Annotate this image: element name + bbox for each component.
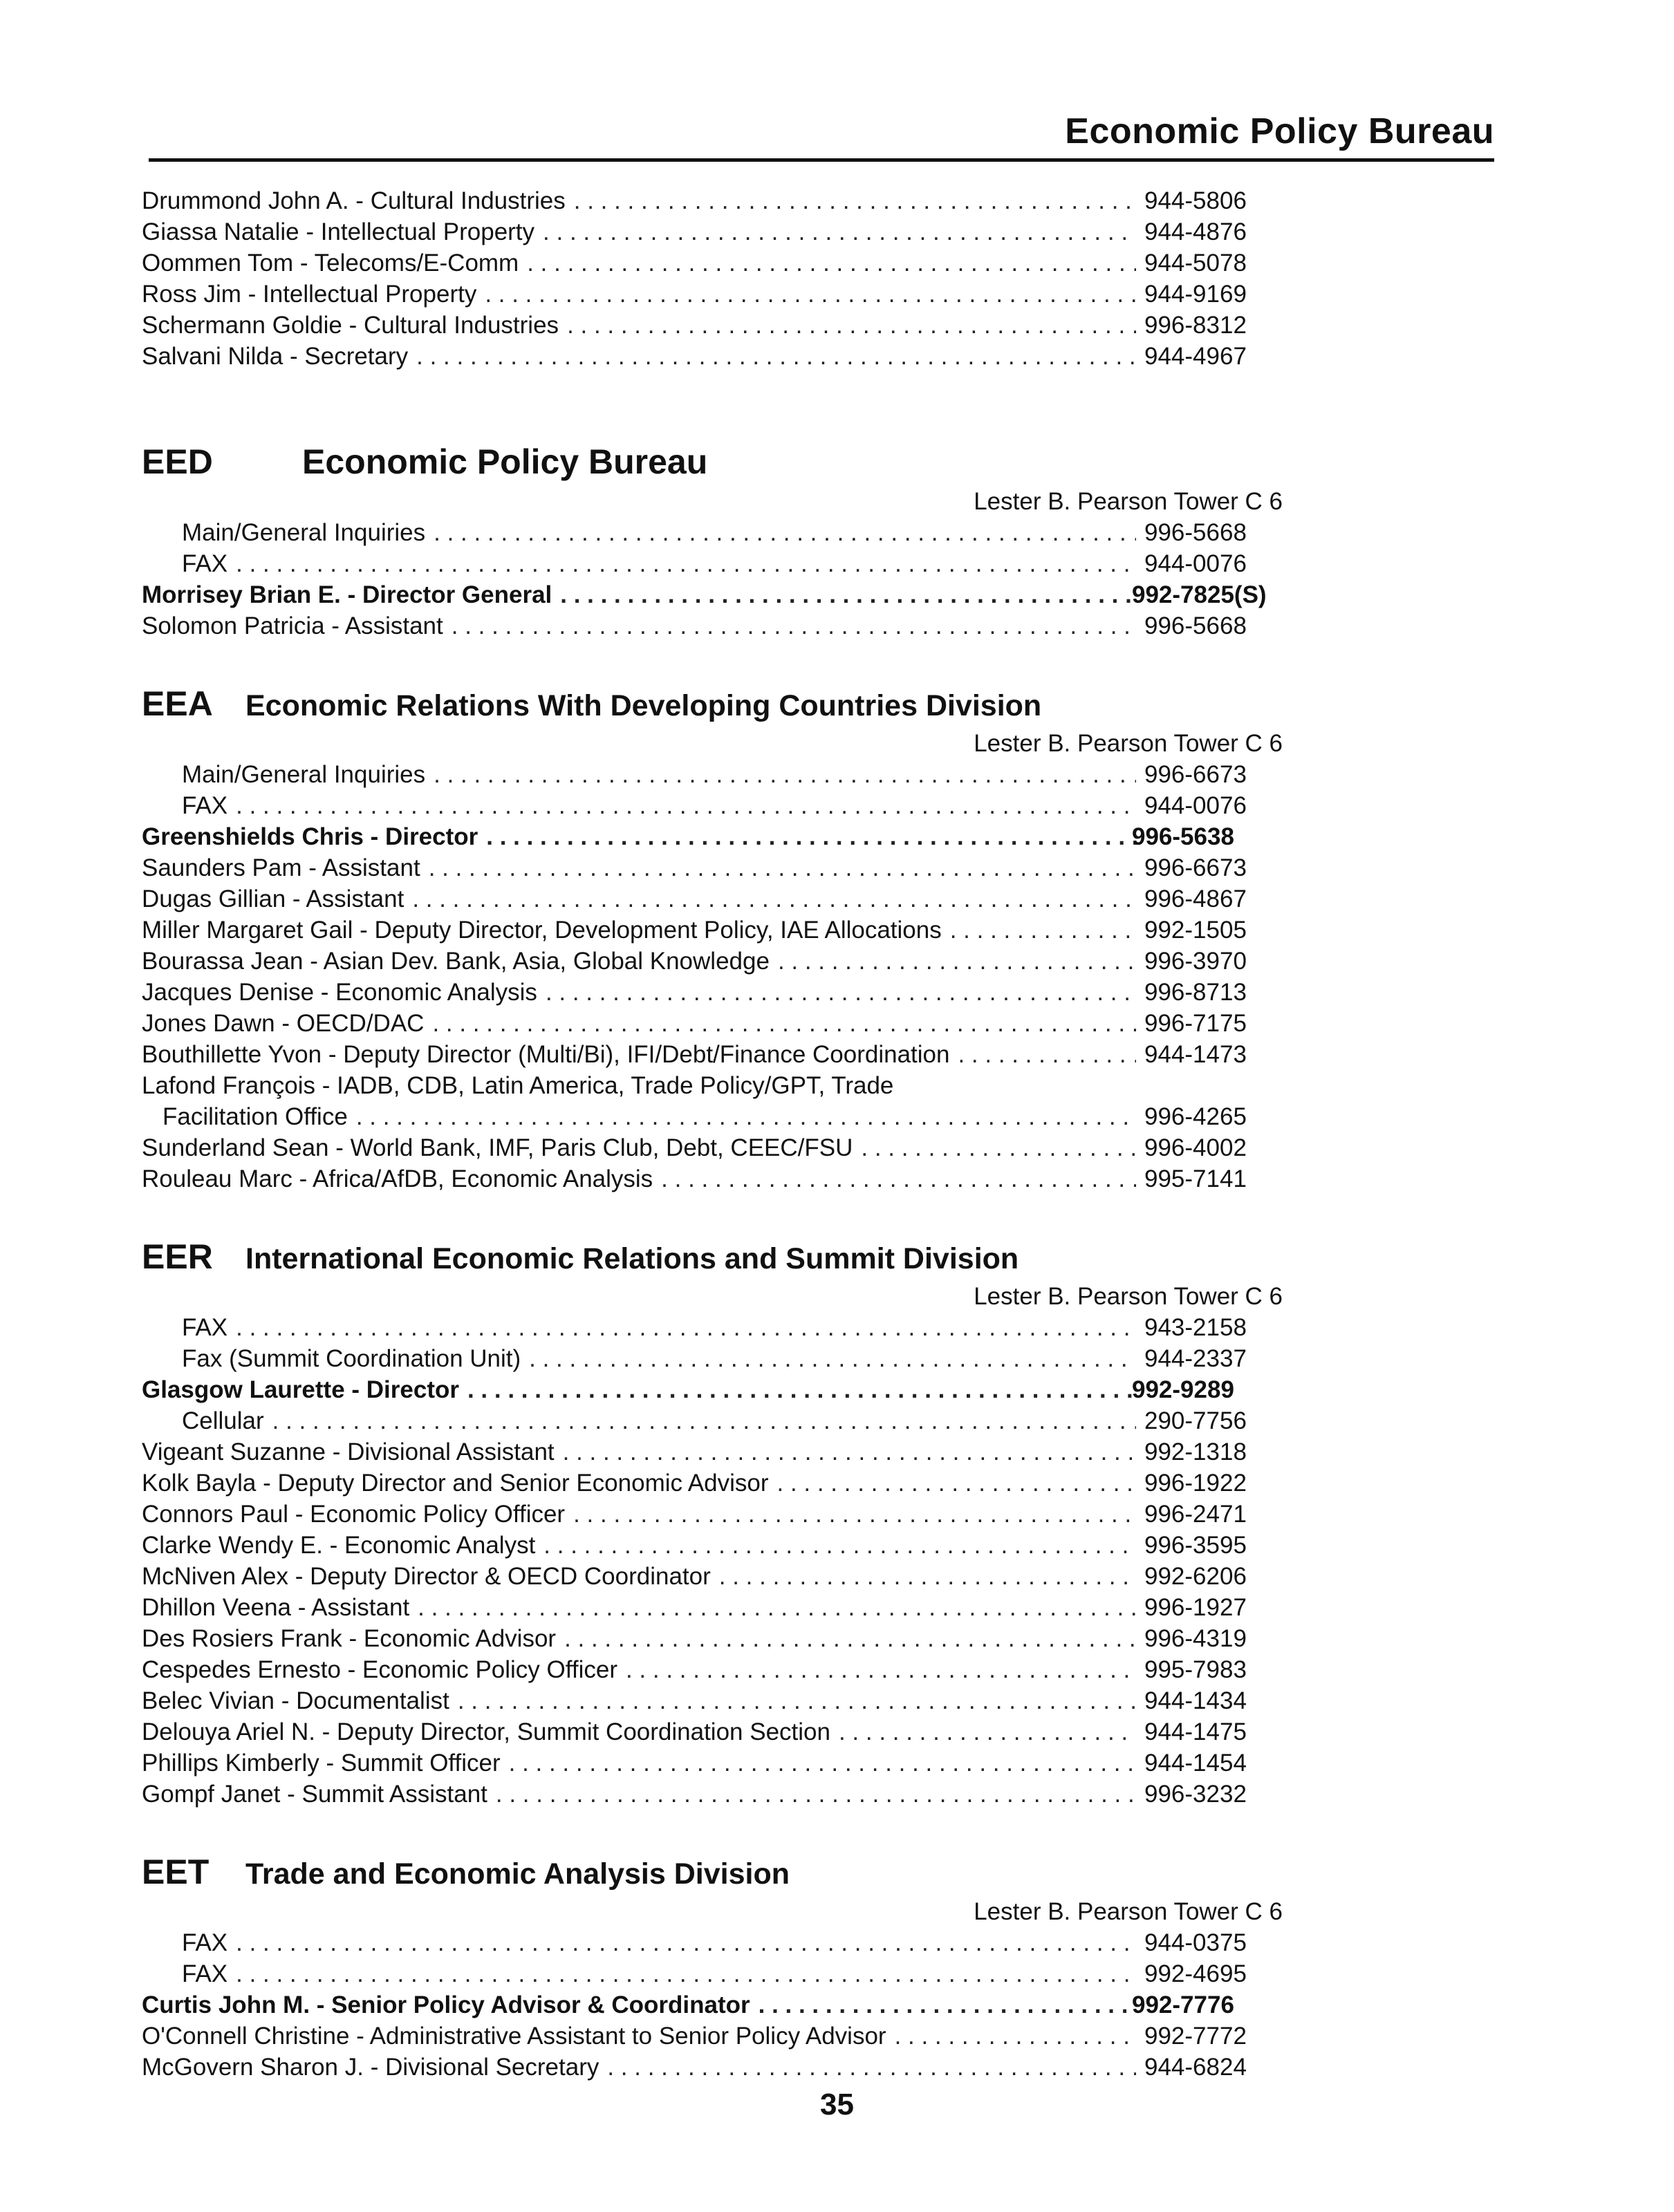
dot-leader: [236, 548, 1136, 579]
entry-label: Kolk Bayla - Deputy Director and Senior Economic Advisor: [142, 1470, 769, 1497]
dot-leader: [236, 1927, 1136, 1958]
dot-leader: [236, 790, 1136, 821]
dot-leader: [839, 1716, 1136, 1747]
dot-leader: [563, 1436, 1136, 1468]
section-heading: [142, 1848, 1283, 1896]
entry-label: Schermann Goldie - Cultural Industries: [142, 312, 559, 339]
dot-leader: [958, 1039, 1136, 1070]
entry-label: Rouleau Marc - Africa/AfDB, Economic Analysis: [142, 1165, 653, 1192]
directory-entry: [142, 579, 1283, 610]
entry-label: Salvani Nilda - Secretary: [142, 343, 409, 370]
directory-entry: [142, 310, 1283, 341]
entry-phone: 996-2471: [1144, 1501, 1247, 1528]
entry-label: FAX: [182, 1314, 228, 1341]
dot-leader: [543, 216, 1136, 247]
entry-label: FAX: [182, 1960, 228, 1987]
entry-label: Fax (Summit Coordination Unit): [182, 1345, 521, 1372]
entry-label: McGovern Sharon J. - Divisional Secretary: [142, 2054, 599, 2081]
dot-leader: [412, 883, 1136, 915]
entry-label: FAX: [182, 550, 228, 577]
entry-phone: 944-0076: [1144, 550, 1247, 577]
dot-leader: [759, 1989, 1136, 2021]
directory-entry: [142, 1468, 1283, 1499]
entry-phone: 996-4319: [1144, 1625, 1247, 1652]
dot-leader: [432, 1008, 1136, 1039]
directory-entry: [142, 790, 1283, 821]
entry-phone: 996-1927: [1144, 1594, 1247, 1621]
directory-entry: [142, 1927, 1283, 1958]
directory-entry: [142, 517, 1283, 548]
dot-leader: [434, 759, 1136, 790]
directory-entry: [142, 1958, 1283, 1989]
entry-label: Cellular: [182, 1407, 264, 1434]
directory-entry: [142, 759, 1283, 790]
directory-entry: [142, 946, 1283, 977]
entry-phone: 992-1505: [1144, 917, 1247, 944]
directory-entry: [142, 1989, 1283, 2021]
entry-label: FAX: [182, 792, 228, 819]
page-number: 35: [820, 2088, 854, 2121]
entry-phone: 992-7776: [1132, 1991, 1234, 2018]
section-code: EER: [142, 1237, 213, 1276]
dot-leader: [560, 579, 1136, 610]
entry-phone: 944-5078: [1144, 250, 1247, 276]
entry-phone: 996-3595: [1144, 1532, 1247, 1559]
directory-entry: [142, 1312, 1283, 1343]
entry-label: Dugas Gillian - Assistant: [142, 885, 404, 912]
dot-leader: [452, 610, 1136, 641]
section-heading: [142, 1232, 1283, 1281]
section-title: Economic Relations With Developing Countries Division: [245, 689, 1042, 722]
entry-label: Oommen Tom - Telecoms/E-Comm: [142, 250, 519, 276]
dot-leader: [434, 517, 1136, 548]
directory-entry: [142, 1008, 1283, 1039]
dot-leader: [458, 1685, 1136, 1716]
section-code: EEA: [142, 684, 213, 723]
section-title: International Economic Relations and Summit Division: [245, 1242, 1019, 1275]
entry-phone: 996-6673: [1144, 761, 1247, 788]
entry-phone: 992-9289: [1132, 1376, 1234, 1403]
top-entries: [142, 185, 1283, 372]
entry-label: O'Connell Christine - Administrative Assistant to Senior Policy Advisor: [142, 2023, 886, 2050]
directory-entry: [142, 1623, 1283, 1654]
entry-phone: 944-9169: [1144, 281, 1247, 308]
dot-leader: [719, 1561, 1136, 1592]
entry-label: Connors Paul - Economic Policy Officer: [142, 1501, 566, 1528]
entry-phone: 992-1318: [1144, 1438, 1247, 1465]
section-eed: [142, 438, 1283, 641]
section-eea: [142, 679, 1283, 1194]
spacer: [142, 372, 1283, 438]
dot-leader: [567, 310, 1136, 341]
dot-leader: [486, 821, 1136, 852]
dot-leader: [777, 1468, 1136, 1499]
directory-entry: [142, 915, 1283, 946]
entry-phone: 996-4265: [1144, 1103, 1247, 1130]
entry-label: Bouthillette Yvon - Deputy Director (Multi/Bi), IFI/Debt/Finance Coordination: [142, 1041, 950, 1068]
directory-entry: [142, 821, 1283, 852]
entry-phone: 996-8713: [1144, 979, 1247, 1006]
entry-label: Curtis John M. - Senior Policy Advisor & Coordinator: [142, 1991, 750, 2018]
entry-phone: 996-5638: [1132, 823, 1234, 850]
entry-label: Bourassa Jean - Asian Dev. Bank, Asia, Global Knowledge: [142, 948, 770, 975]
entry-label: Glasgow Laurette - Director: [142, 1376, 459, 1403]
dot-leader: [626, 1654, 1136, 1685]
entry-phone: 996-3970: [1144, 948, 1247, 975]
entry-phone: 992-6206: [1144, 1563, 1247, 1590]
directory-entry: [142, 1747, 1283, 1779]
entry-phone: 996-7175: [1144, 1010, 1247, 1037]
entry-phone: 944-1473: [1144, 1041, 1247, 1068]
directory-entry: [142, 1436, 1283, 1468]
dot-leader: [574, 185, 1136, 216]
section-code: EED: [142, 442, 213, 481]
dot-leader: [418, 1592, 1136, 1623]
directory-entry: [142, 279, 1283, 310]
directory-entry: [142, 1132, 1283, 1163]
directory-entry: [142, 1779, 1283, 1810]
entry-phone: 996-6673: [1144, 854, 1247, 881]
dot-leader: [416, 341, 1136, 372]
section-heading: [142, 679, 1283, 728]
entry-label: Saunders Pam - Assistant: [142, 854, 420, 881]
directory-entry: [142, 1561, 1283, 1592]
section-location: Lester B. Pearson Tower C 6: [974, 1898, 1283, 1925]
directory-entry: [142, 1163, 1283, 1194]
entry-label: Belec Vivian - Documentalist: [142, 1687, 449, 1714]
entry-phone: 944-1434: [1144, 1687, 1247, 1714]
directory-entry: [142, 610, 1283, 641]
dot-leader: [485, 279, 1136, 310]
entry-label: Morrisey Brian E. - Director General: [142, 581, 552, 608]
entry-label: Giassa Natalie - Intellectual Property: [142, 218, 535, 245]
entry-phone: 992-7825(S): [1132, 581, 1267, 608]
entry-phone: 944-0076: [1144, 792, 1247, 819]
entry-phone: 996-3232: [1144, 1781, 1247, 1808]
dot-leader: [546, 977, 1136, 1008]
dot-leader: [356, 1101, 1136, 1132]
entry-phone: 996-5668: [1144, 612, 1247, 639]
section-location: Lester B. Pearson Tower C 6: [974, 730, 1283, 757]
dot-leader: [861, 1132, 1136, 1163]
directory-content: [142, 185, 1283, 2083]
entry-label: Phillips Kimberly - Summit Officer: [142, 1750, 501, 1777]
dot-leader: [429, 852, 1136, 883]
section-location: Lester B. Pearson Tower C 6: [974, 1283, 1283, 1310]
entry-label: Gompf Janet - Summit Assistant: [142, 1781, 487, 1808]
entry-label: Main/General Inquiries: [182, 761, 426, 788]
entry-label: Ross Jim - Intellectual Property: [142, 281, 477, 308]
entry-label: Facilitation Office: [162, 1103, 348, 1130]
entry-phone: 943-2158: [1144, 1314, 1247, 1341]
directory-entry: [142, 1592, 1283, 1623]
section-code: EET: [142, 1853, 210, 1891]
spacer: [142, 1810, 1283, 1848]
directory-entry: [142, 1685, 1283, 1716]
entry-phone: 996-4867: [1144, 885, 1247, 912]
entry-phone: 944-5806: [1144, 187, 1247, 214]
dot-leader: [529, 1343, 1136, 1374]
entry-phone: 944-2337: [1144, 1345, 1247, 1372]
spacer: [142, 641, 1283, 679]
header-rule: [149, 158, 1494, 162]
entry-label: Main/General Inquiries: [182, 519, 426, 546]
directory-entry: [142, 1499, 1283, 1530]
entry-label: Vigeant Suzanne - Divisional Assistant: [142, 1438, 555, 1465]
entry-phone: 944-1454: [1144, 1750, 1247, 1777]
dot-leader: [467, 1374, 1136, 1405]
dot-leader: [527, 247, 1136, 279]
entry-phone: 995-7141: [1144, 1165, 1247, 1192]
directory-entry: [142, 1101, 1283, 1132]
directory-entry: [142, 247, 1283, 279]
entry-label: McNiven Alex - Deputy Director & OECD Coordinator: [142, 1563, 711, 1590]
entry-label: Delouya Ariel N. - Deputy Director, Summit Coordination Section: [142, 1718, 830, 1745]
dot-leader: [236, 1958, 1136, 1989]
entry-label: Clarke Wendy E. - Economic Analyst: [142, 1532, 536, 1559]
directory-entry: [142, 185, 1283, 216]
dot-leader: [272, 1405, 1136, 1436]
entry-label: Dhillon Veena - Assistant: [142, 1594, 410, 1621]
dot-leader: [607, 2052, 1136, 2083]
entry-phone: 995-7983: [1144, 1656, 1247, 1683]
dot-leader: [778, 946, 1136, 977]
entry-phone: 944-4967: [1144, 343, 1247, 370]
directory-entry: [142, 1530, 1283, 1561]
section-heading: [142, 438, 1283, 486]
entry-phone: 996-5668: [1144, 519, 1247, 546]
section-location: Lester B. Pearson Tower C 6: [974, 488, 1283, 515]
entry-label: Des Rosiers Frank - Economic Advisor: [142, 1625, 557, 1652]
entry-phone: 944-4876: [1144, 218, 1247, 245]
directory-entry: [142, 1070, 1283, 1101]
running-head: Economic Policy Bureau: [1065, 111, 1494, 151]
spacer: [142, 1194, 1283, 1232]
entry-phone: 290-7756: [1144, 1407, 1247, 1434]
entry-label: Drummond John A. - Cultural Industries: [142, 187, 566, 214]
dot-leader: [496, 1779, 1136, 1810]
directory-entry: [142, 1716, 1283, 1747]
entry-phone: 992-4695: [1144, 1960, 1247, 1987]
entry-phone: 944-1475: [1144, 1718, 1247, 1745]
entry-phone: 996-8312: [1144, 312, 1247, 339]
directory-entry: [142, 1343, 1283, 1374]
section-title: Economic Policy Bureau: [302, 442, 708, 481]
dot-leader: [950, 915, 1136, 946]
entry-label: Solomon Patricia - Assistant: [142, 612, 443, 639]
directory-entry: [142, 883, 1283, 915]
directory-entry: [142, 977, 1283, 1008]
dot-leader: [573, 1499, 1136, 1530]
dot-leader: [564, 1623, 1136, 1654]
entry-label: Cespedes Ernesto - Economic Policy Officer: [142, 1656, 617, 1683]
entry-phone: 996-1922: [1144, 1470, 1247, 1497]
entry-phone: 944-6824: [1144, 2054, 1247, 2081]
directory-entry: [142, 852, 1283, 883]
directory-entry: [142, 2021, 1283, 2052]
directory-entry: [142, 216, 1283, 247]
directory-entry: [142, 1374, 1283, 1405]
entry-label: Jones Dawn - OECD/DAC: [142, 1010, 425, 1037]
section-eet: [142, 1848, 1283, 2083]
dot-leader: [661, 1163, 1136, 1194]
directory-entry: [142, 1405, 1283, 1436]
directory-entry: [142, 1654, 1283, 1685]
section-eer: [142, 1232, 1283, 1810]
directory-entry: [142, 341, 1283, 372]
directory-entry: [142, 548, 1283, 579]
entry-label: Sunderland Sean - World Bank, IMF, Paris Club, Debt, CEEC/FSU: [142, 1134, 853, 1161]
section-title: Trade and Economic Analysis Division: [245, 1857, 790, 1891]
entry-label: Lafond François - IADB, CDB, Latin America, Trade Policy/GPT, Trade: [142, 1072, 894, 1099]
directory-entry: [142, 1039, 1283, 1070]
dot-leader: [509, 1747, 1136, 1779]
entry-label: Jacques Denise - Economic Analysis: [142, 979, 537, 1006]
dot-leader: [895, 2021, 1136, 2052]
entry-phone: 992-7772: [1144, 2023, 1247, 2050]
dot-leader: [543, 1530, 1136, 1561]
entry-label: FAX: [182, 1929, 228, 1956]
directory-entry: [142, 2052, 1283, 2083]
dot-leader: [236, 1312, 1136, 1343]
entry-phone: 944-0375: [1144, 1929, 1247, 1956]
entry-label: Greenshields Chris - Director: [142, 823, 478, 850]
entry-phone: 996-4002: [1144, 1134, 1247, 1161]
entry-label: Miller Margaret Gail - Deputy Director, Development Policy, IAE Allocations: [142, 917, 942, 944]
